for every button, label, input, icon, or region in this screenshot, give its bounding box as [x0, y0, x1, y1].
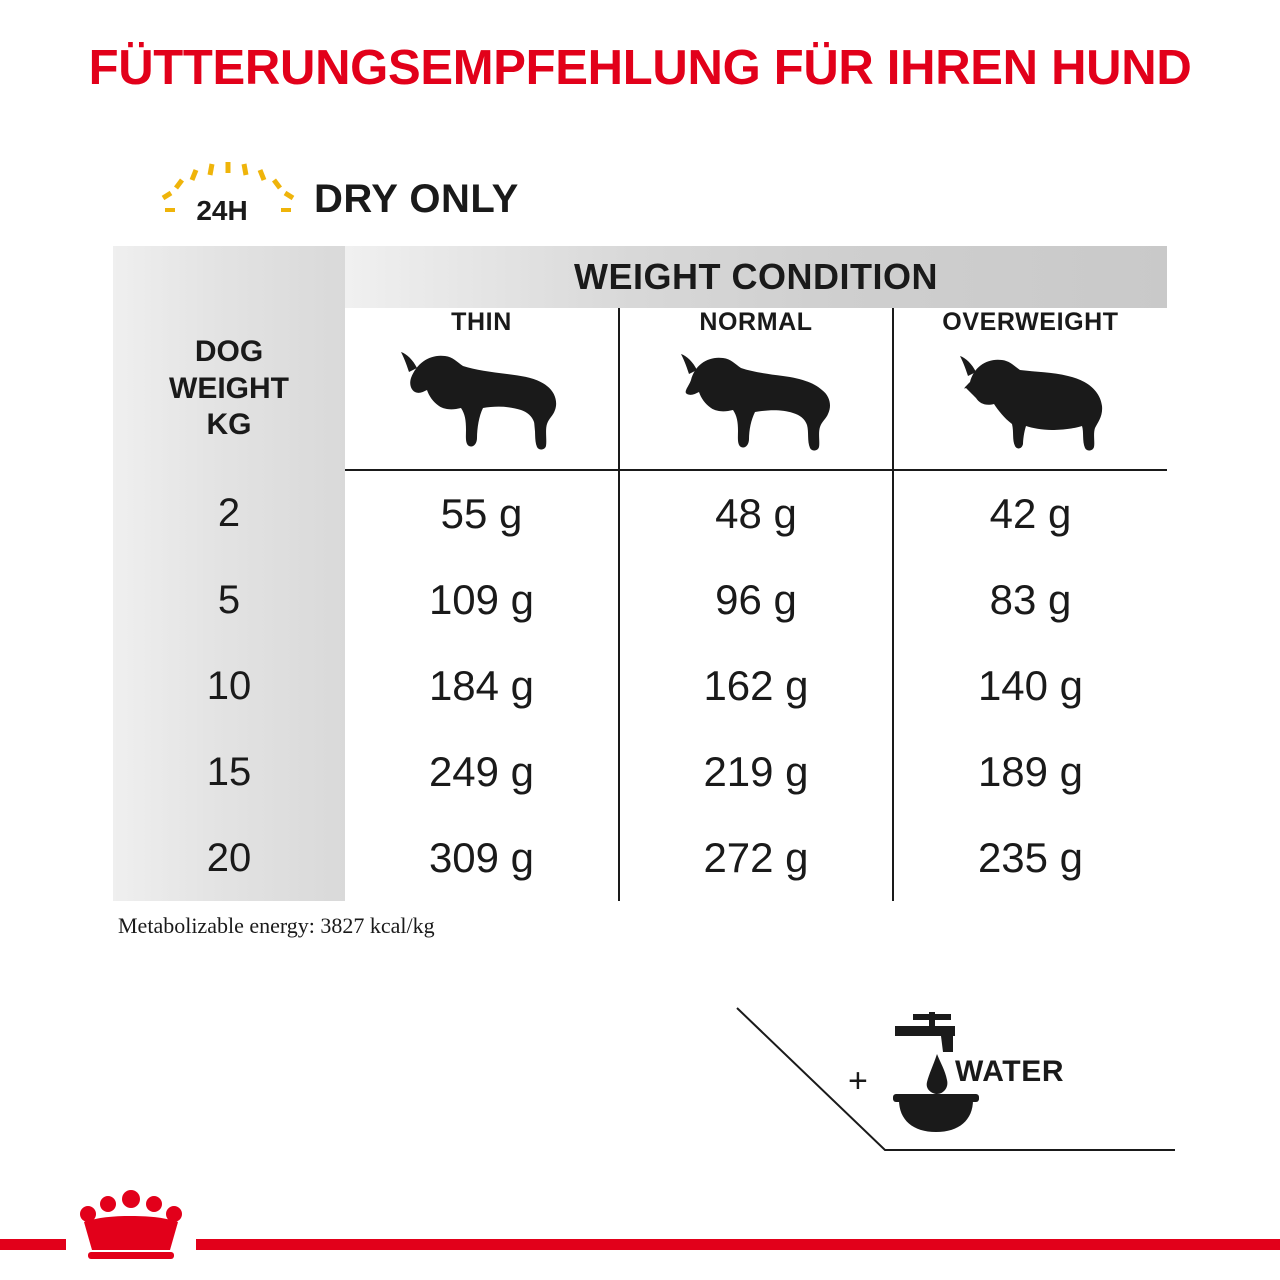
dog-weight-header — [113, 308, 345, 470]
cell-thin: 55 g — [440, 490, 523, 537]
weight-condition-header: WEIGHT CONDITION — [345, 246, 1167, 308]
cell-overweight: 189 g — [893, 729, 1167, 815]
plus-sign: + — [848, 1062, 868, 1100]
cell-overweight: 140 g — [893, 643, 1167, 729]
table-row — [113, 557, 1167, 643]
cell-normal: 48 g — [619, 470, 893, 557]
cell-dog-weight: 15 — [113, 729, 345, 815]
cell-thin: 309 g — [428, 834, 535, 881]
section-header — [0, 158, 1280, 236]
cell-overweight: 42 g — [893, 470, 1167, 557]
metabolizable-energy-note: Metabolizable energy: 3827 kcal/kg — [118, 913, 435, 938]
column-header-overweight: OVERWEIGHT — [893, 308, 1167, 337]
thin-dog-icon — [345, 337, 619, 470]
cell-overweight: 83 g — [893, 557, 1167, 643]
table-row — [113, 815, 1167, 901]
table-group-header-row — [113, 246, 1167, 308]
royal-canin-crown-icon — [66, 1188, 196, 1262]
overweight-dog-icon — [893, 337, 1167, 470]
dog-weight-line-3: KG — [206, 408, 252, 442]
clock-24h-icon — [148, 158, 296, 236]
cell-normal: 272 g — [619, 815, 893, 901]
table-row — [113, 470, 1167, 557]
cell-normal: 96 g — [619, 557, 893, 643]
table-row — [113, 729, 1167, 815]
cell-dog-weight: 20 — [113, 815, 345, 901]
cell-dog-weight: 2 — [113, 470, 345, 557]
cell-thin: 249 g — [428, 748, 535, 795]
cell-overweight: 235 g — [893, 815, 1167, 901]
page-title: FÜTTERUNGSEMPFEHLUNG FÜR IHREN HUND — [88, 41, 1192, 95]
cell-normal: 219 g — [619, 729, 893, 815]
dog-weight-line-2: WEIGHT — [169, 371, 289, 405]
table-row — [113, 643, 1167, 729]
table-column-label-row — [113, 308, 1167, 337]
water-label: WATER — [955, 1055, 1065, 1088]
normal-dog-icon — [619, 337, 893, 470]
table-body — [113, 470, 1167, 901]
dog-weight-line-1: DOG — [194, 335, 264, 369]
column-header-thin: THIN — [451, 308, 512, 336]
cell-thin: 109 g — [428, 576, 535, 623]
water-callout — [735, 1000, 1175, 1170]
cell-thin: 184 g — [428, 662, 535, 709]
cell-dog-weight: 10 — [113, 643, 345, 729]
footer — [0, 1188, 1280, 1280]
svg-text:24H: 24H — [196, 195, 248, 226]
dry-only-label: DRY ONLY — [314, 176, 519, 221]
column-header-normal: NORMAL — [619, 308, 893, 337]
cell-dog-weight: 5 — [113, 557, 345, 643]
feeding-table-wrapper — [113, 246, 1167, 901]
group-header-spacer — [113, 246, 345, 308]
feeding-table — [113, 246, 1167, 901]
cell-normal: 162 g — [619, 643, 893, 729]
